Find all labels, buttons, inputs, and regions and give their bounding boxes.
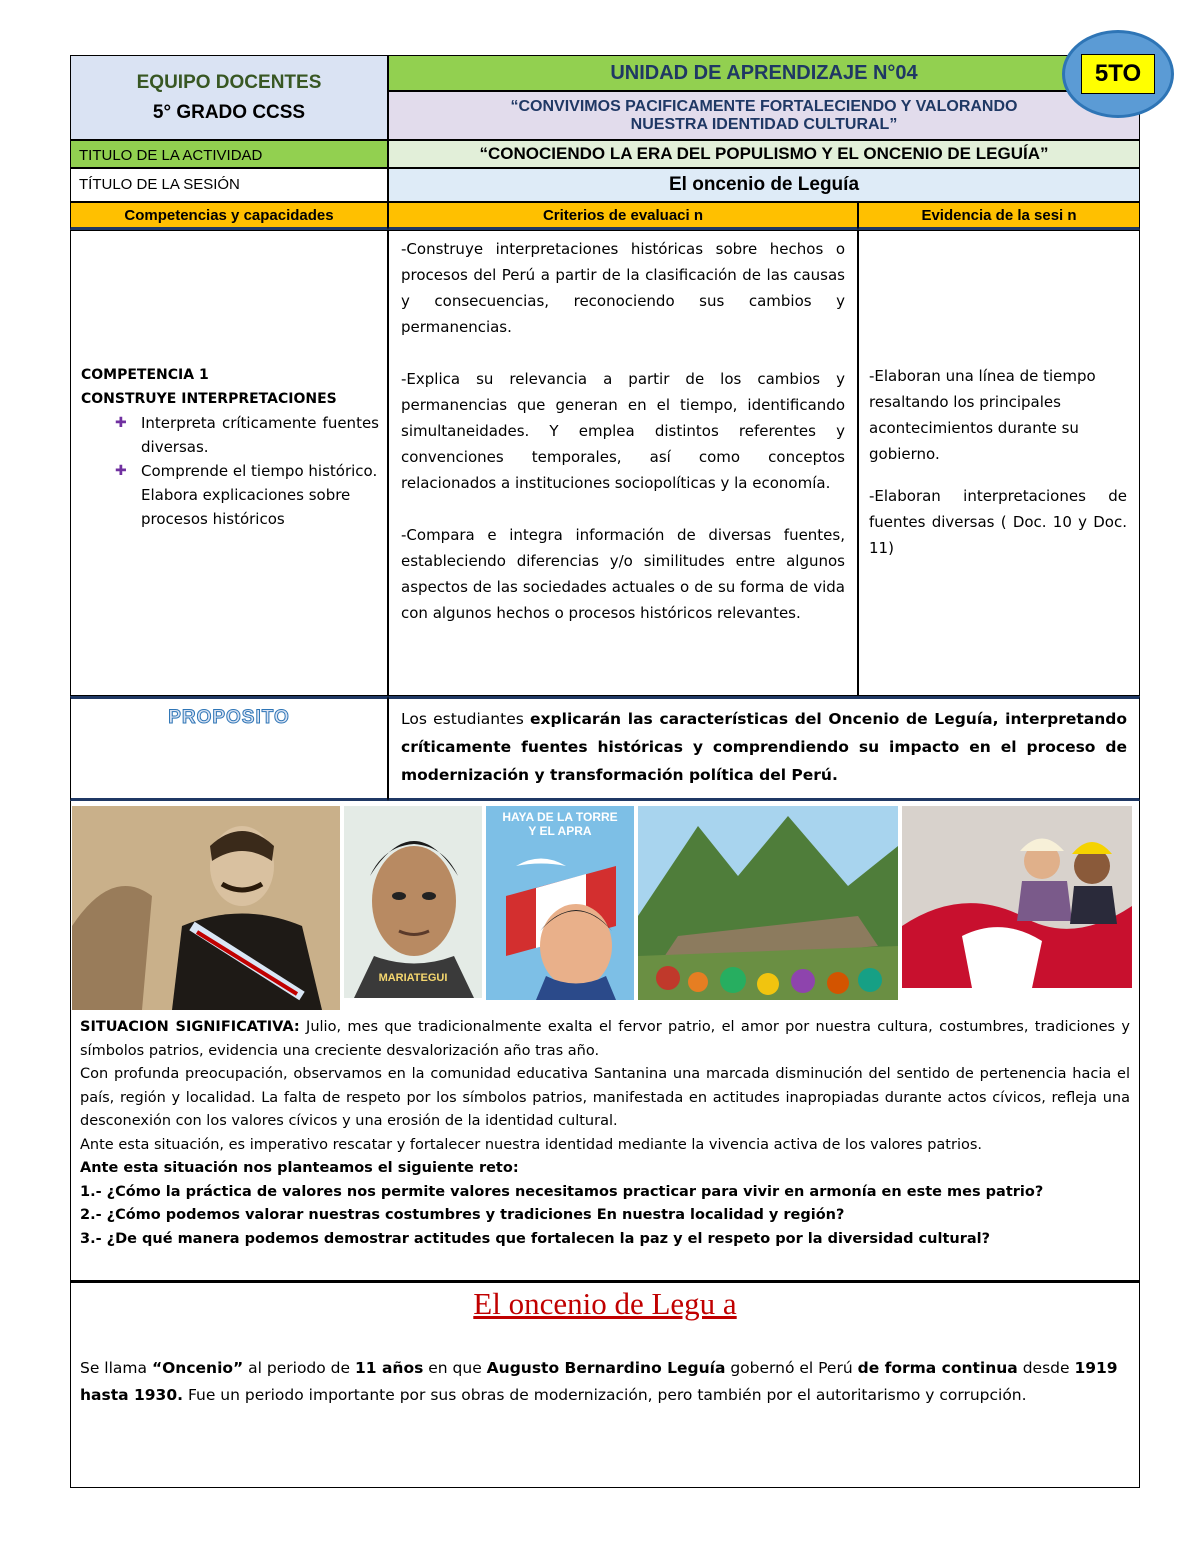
criterion-2: -Explica su relevancia a partir de los cambios y permanencias que generan en el tiempo, identificando simultaneidades. Y emplea distintos referentes y convenciones temporales, así como conceptos relacionados a instituciones sociopolíticas y la economía. (401, 370, 845, 492)
arrow-bullet-icon: ✚ (115, 463, 127, 479)
team-line1: EQUIPO DOCENTES (136, 71, 322, 93)
poster-title-line1: HAYA DE LA TORRE (502, 810, 618, 824)
haya-poster-image (486, 806, 634, 1000)
arrow-bullet-icon: ✚ (115, 415, 127, 431)
machu-picchu-image (638, 806, 898, 1000)
evidence-1: -Elaboran una línea de tiempo resaltando los principales acontecimientos durante su gobierno. (869, 367, 1096, 463)
situation-label: SITUACION SIGNIFICATIVA: (80, 1019, 300, 1035)
col3-header: Evidencia de la sesi n (858, 202, 1140, 230)
col2-header: Criterios de evaluaci n (388, 202, 858, 230)
section-title (70, 1286, 1140, 1322)
leguia-portrait-icon (72, 806, 340, 1010)
children-flag-image (902, 806, 1132, 988)
purpose-label-cell (70, 696, 388, 801)
activity-label: TITULO DE LA ACTIVIDAD (79, 147, 263, 164)
grade-badge (1062, 30, 1174, 118)
question-1: 1.- ¿Cómo la práctica de valores nos permite valores necesitamos practicar para vivir en armonía en este mes patrio? (80, 1183, 1044, 1200)
mariategui-image (344, 806, 482, 998)
session-label-cell (70, 168, 388, 202)
evidence-2: -Elaboran interpretaciones de fuentes diversas ( Doc. 10 y Doc. 11) (869, 487, 1127, 557)
purpose-label: PROPOSITO (168, 707, 290, 728)
session-label: TÍTULO DE LA SESIÓN (79, 176, 240, 193)
col1-header: Competencias y capacidades (70, 202, 388, 230)
capacity-text: Interpreta críticamente fuentes diversas. (141, 414, 379, 456)
session-value-cell (388, 168, 1140, 202)
unit-title: UNIDAD DE APRENDIZAJE N°04 (610, 61, 918, 84)
mariategui-portrait-icon (344, 806, 482, 998)
unit-subtitle-cell (388, 91, 1140, 140)
question-2: 2.- ¿Cómo podemos valorar nuestras costumbres y tradiciones En nuestra localidad y región? (80, 1207, 845, 1223)
competence-name: CONSTRUYE INTERPRETACIONES (81, 391, 337, 407)
poster-title (486, 810, 634, 838)
competence-title: COMPETENCIA 1 (81, 367, 209, 383)
session-value: El oncenio de Leguía (668, 174, 860, 195)
purpose-text-bold: explicarán las características del Oncenio de Leguía, interpretando críticamente fuentes históricas y comprendiendo su impacto en el proceso de modernización y transformación política del Perú. (401, 710, 1127, 784)
purpose-text-cell (388, 696, 1140, 801)
team-line2: 5° GRADO CCSS (152, 101, 306, 123)
purpose-text-lead: Los estudiantes (401, 710, 531, 728)
competence-cell (70, 230, 388, 696)
criterion-3: -Compara e integra información de diversas fuentes, estableciendo diferencias y/o similitudes entre algunos aspectos de las sociedades actuales o de su forma de vida con algunos hechos o procesos históricos relevantes. (401, 526, 845, 622)
grade-badge-box (1081, 54, 1155, 94)
situation-paragraph-2: Con profunda preocupación, observamos en la comunidad educativa Santanina una marcada disminución del sentido de pertenencia hacia el país, región y localidad. La falta de respeto por los símbolos patrios, manifestada en actitudes inapropiadas durante actos cívicos, refleja una desconexión con los valores cívicos y una erosión de la identidad cultural. (80, 1066, 1130, 1129)
situation-paragraph-1: SITUACION SIGNIFICATIVA: Julio, mes que tradicionalmente exalta el fervor patrio, el amor por nuestra cultura, costumbres, tradiciones y símbolos patrios, evidencia una creciente desvalorización año tras año. (80, 1019, 1131, 1059)
capacity-item (115, 459, 379, 483)
criterion-1: -Construye interpretaciones históricas sobre hechos o procesos del Perú a partir de la clasificación de las causas y consecuencias, reconociendo sus cambios y permanencias. (401, 240, 845, 336)
unit-title-cell (388, 55, 1140, 91)
capacity-item (115, 411, 379, 459)
machu-picchu-icon (638, 806, 898, 1000)
unit-subtitle-line1: “CONVIVIMOS PACIFICAMENTE FORTALECIENDO Y VALORANDO (510, 97, 1018, 115)
leguia-portrait-image (72, 806, 340, 1010)
situation-paragraph-3: Ante esta situación, es imperativo rescatar y fortalecer nuestra identidad mediante la vivencia activa de los valores patrios. (80, 1136, 983, 1153)
activity-label-cell (70, 140, 388, 168)
criteria-cell (388, 230, 858, 696)
team-cell (70, 55, 388, 140)
evidence-cell (858, 230, 1140, 696)
section-body: Se llama “Oncenio” al periodo de 11 años en que Augusto Bernardino Leguía gobernó el Perú de forma continua desde 1919 hasta 1930. Fue un periodo importante por sus obras de modernización, pero también por el autoritarismo y corrupción. (80, 1359, 1118, 1404)
situation-paragraph-4: Ante esta situación nos planteamos el siguiente reto: (80, 1160, 519, 1176)
children-flag-icon (902, 806, 1132, 988)
capacity-text: Comprende el tiempo histórico. (141, 462, 378, 480)
activity-value-cell (388, 140, 1140, 168)
question-3: 3.- ¿De qué manera podemos demostrar actitudes que fortalecen la paz y el respeto por la diversidad cultural? (80, 1230, 991, 1247)
grade-badge-text: 5TO (1094, 60, 1142, 87)
situation-text (80, 1016, 1130, 1251)
section-title-text: El oncenio de Legu a (473, 1286, 737, 1321)
poster-title-line2: Y EL APRA (528, 824, 592, 838)
mariategui-label: MARIATEGUI (378, 972, 448, 984)
activity-value: “CONOCIENDO LA ERA DEL POPULISMO Y EL ONCENIO DE LEGUÍA” (479, 144, 1049, 163)
capacity-extra: Elabora explicaciones sobre procesos históricos (141, 486, 351, 528)
unit-subtitle-line2: NUESTRA IDENTIDAD CULTURAL” (630, 115, 898, 133)
